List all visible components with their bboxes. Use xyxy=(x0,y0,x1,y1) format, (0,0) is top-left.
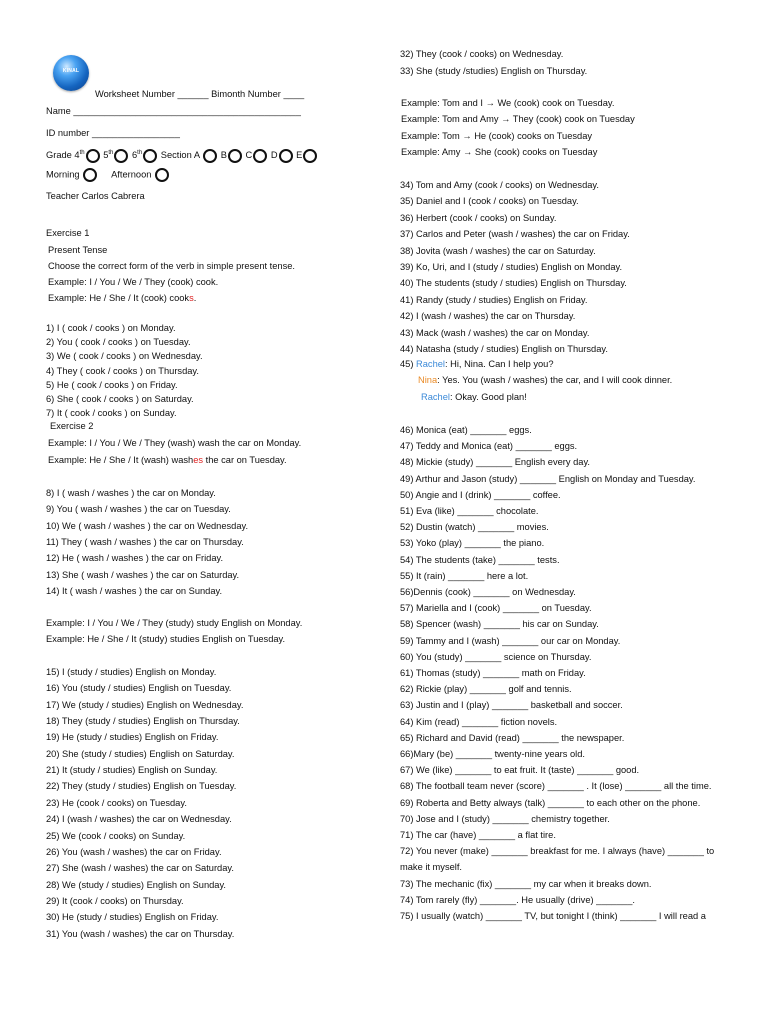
exercise-item: 1) I ( cook / cooks ) on Monday. xyxy=(46,323,176,333)
exercise1-instructions: Choose the correct form of the verb in simple present tense. xyxy=(48,261,296,271)
teacher-line: Teacher Carlos Cabrera xyxy=(46,191,145,201)
exercise-item: 36) Herbert (cook / cooks) on Sunday. xyxy=(400,212,557,223)
exercise-item: 5) He ( cook / cooks ) on Friday. xyxy=(46,379,178,390)
morning-radio[interactable] xyxy=(83,168,97,182)
exercise-item: 28) We (study / studies) English on Sunday. xyxy=(46,879,227,890)
section-c-radio[interactable] xyxy=(253,149,267,163)
exercise-item: 3) We ( cook / cooks ) on Wednesday. xyxy=(46,351,203,362)
exercise-item: 16) You (study / studies) English on Tuesday. xyxy=(46,683,232,694)
exercise-item: 37) Carlos and Peter (wash / washes) the car on Friday. xyxy=(400,229,630,240)
id-line: ID number _________________ xyxy=(46,128,180,138)
exercise-item: 66)Mary (be) _______ twenty-nine years old. xyxy=(400,749,586,759)
exercise-item: 22) They (study / studies) English on Tuesday. xyxy=(46,781,237,792)
exercise-item: 11) They ( wash / washes ) the car on Thursday. xyxy=(46,536,244,547)
exercise-item: 19) He (study / studies) English on Friday. xyxy=(46,732,219,743)
exercise1-example2: Example: He / She / It (cook) cooks. xyxy=(48,293,197,303)
exercise-item: 24) I (wash / washes) the car on Wednesday. xyxy=(46,814,232,825)
exercise-item: 53) Yoko (play) _______ the piano. xyxy=(400,538,545,549)
shift-line: Morning Afternoon xyxy=(46,168,170,182)
exercise-item: 17) We (study / studies) English on Wednesday. xyxy=(46,699,244,710)
name-line: Name ____________________________________________ xyxy=(46,106,301,116)
dialog-line-1: 45) Rachel: Hi, Nina. Can I help you? xyxy=(400,359,554,369)
exercise-item: 18) They (study / studies) English on Thursday. xyxy=(46,716,240,727)
exercise-item: 47) Teddy and Monica (eat) _______ eggs. xyxy=(400,441,578,452)
exercise-item: 4) They ( cook / cooks ) on Thursday. xyxy=(46,365,199,376)
exercise-item: 14) It ( wash / washes ) the car on Sunday. xyxy=(46,585,223,596)
exercise1-title: Exercise 1 xyxy=(46,228,90,238)
exercise-item: 33) She (study /studies) English on Thursday. xyxy=(400,65,588,76)
exercise2-title: Exercise 2 xyxy=(50,421,94,431)
subject-example: Example: Amy → She (cook) cooks on Tuesday xyxy=(401,146,598,157)
exercise-item: 69) Roberta and Betty always (talk) _______ to each other on the phone. xyxy=(400,797,701,808)
exercise1-example1: Example: I / You / We / They (cook) cook. xyxy=(48,277,219,287)
exercise-item: 6) She ( cook / cooks ) on Saturday. xyxy=(46,394,194,404)
exercise-item: 31) You (wash / washes) the car on Thursday. xyxy=(46,928,235,939)
exercise-item: 43) Mack (wash / washes) the car on Monday. xyxy=(400,327,590,338)
exercise-item: 64) Kim (read) _______ fiction novels. xyxy=(400,716,558,727)
exercise-item: 61) Thomas (study) _______ math on Friday. xyxy=(400,668,586,678)
exercise-item: 56)Dennis (cook) _______ on Wednesday. xyxy=(400,587,576,597)
section-a-radio[interactable] xyxy=(203,149,217,163)
grade-4-radio[interactable] xyxy=(86,149,100,163)
grade-6-radio[interactable] xyxy=(143,149,157,163)
exercise-item: 71) The car (have) _______ a flat tire. xyxy=(400,830,556,840)
subject-example: Example: Tom and Amy → They (cook) cook on Tuesday xyxy=(401,114,635,125)
exercise-item: 32) They (cook / cooks) on Wednesday. xyxy=(400,49,564,59)
exercise-item: 12) He ( wash / washes ) the car on Friday. xyxy=(46,553,224,564)
dialog-line-3: Rachel: Okay. Good plan! xyxy=(421,392,527,402)
exercise2-example3: Example: I / You / We / They (study) study English on Monday. xyxy=(46,618,303,628)
exercise-item: 7) It ( cook / cooks ) on Sunday. xyxy=(46,408,177,419)
school-logo: KINAL xyxy=(53,55,89,91)
exercise-item: 38) Jovita (wash / washes) the car on Saturday. xyxy=(400,245,596,256)
exercise-item: 57) Mariella and I (cook) _______ on Tuesday. xyxy=(400,603,592,614)
exercise-item: 68) The football team never (score) _______ . It (lose) _______ all the time. xyxy=(400,781,712,792)
grade-line: Grade 4th 5th 6th Section A B C D E xyxy=(46,147,318,163)
exercise-item: 48) Mickie (study) _______ English every day. xyxy=(400,457,590,468)
exercise-item: 26) You (wash / washes) the car on Friday. xyxy=(46,846,222,857)
exercise-item: 25) We (cook / cooks) on Sunday. xyxy=(46,830,186,841)
exercise-item: 72) You never (make) _______ breakfast for me. I always (have) _______ to xyxy=(400,846,715,857)
exercise-item: 62) Rickie (play) _______ golf and tennis. xyxy=(400,684,572,695)
dialog-line-2: Nina: Yes. You (wash / washes) the car, and I will cook dinner. xyxy=(418,375,673,385)
exercise-item: 42) I (wash / washes) the car on Thursday. xyxy=(400,311,576,322)
exercise-item: make it myself. xyxy=(400,862,462,873)
exercise-item: 60) You (study) _______ science on Thursday. xyxy=(400,651,592,662)
exercise-item: 8) I ( wash / washes ) the car on Monday. xyxy=(46,488,216,498)
exercise-item: 30) He (study / studies) English on Friday. xyxy=(46,912,219,923)
exercise-item: 52) Dustin (watch) _______ movies. xyxy=(400,522,549,533)
exercise-item: 73) The mechanic (fix) _______ my car when it breaks down. xyxy=(400,878,652,889)
exercise-item: 20) She (study / studies) English on Saturday. xyxy=(46,748,235,759)
exercise-item: 54) The students (take) _______ tests. xyxy=(400,554,560,565)
exercise-item: 46) Monica (eat) _______ eggs. xyxy=(400,425,532,435)
exercise-item: 15) I (study / studies) English on Monday. xyxy=(46,667,217,677)
exercise2-example1: Example: I / You / We / They (wash) wash the car on Monday. xyxy=(48,438,302,448)
worksheet-number-line: Worksheet Number ______ Bimonth Number ____ xyxy=(95,89,305,99)
exercise2-example4: Example: He / She / It (study) studies English on Tuesday. xyxy=(46,634,286,644)
exercise-item: 21) It (study / studies) English on Sunday. xyxy=(46,765,218,776)
exercise-item: 23) He (cook / cooks) on Tuesday. xyxy=(46,797,187,808)
exercise-item: 74) Tom rarely (fly) _______. He usually (drive) _______. xyxy=(400,894,635,905)
exercise-item: 44) Natasha (study / studies) English on Thursday. xyxy=(400,344,608,354)
exercise-item: 29) It (cook / cooks) on Thursday. xyxy=(46,895,184,906)
grade-5-radio[interactable] xyxy=(114,149,128,163)
exercise-item: 39) Ko, Uri, and I (study / studies) English on Monday. xyxy=(400,262,623,272)
exercise-item: 41) Randy (study / studies) English on Friday. xyxy=(400,294,588,305)
section-d-radio[interactable] xyxy=(279,149,293,163)
exercise-item: 27) She (wash / washes) the car on Saturday. xyxy=(46,863,234,874)
exercise-item: 63) Justin and I (play) _______ basketball and soccer. xyxy=(400,700,623,711)
exercise-item: 55) It (rain) _______ here a lot. xyxy=(400,570,529,581)
exercise-item: 67) We (like) _______ to eat fruit. It (taste) _______ good. xyxy=(400,765,640,776)
exercise-item: 65) Richard and David (read) _______ the newspaper. xyxy=(400,732,625,743)
exercise1-subtitle: Present Tense xyxy=(48,245,108,255)
subject-example: Example: Tom → He (cook) cooks on Tuesday xyxy=(401,130,593,141)
exercise2-example2: Example: He / She / It (wash) washes the car on Tuesday. xyxy=(48,455,287,465)
exercise-item: 70) Jose and I (study) _______ chemistry together. xyxy=(400,813,610,824)
section-e-radio[interactable] xyxy=(303,149,317,163)
exercise-item: 2) You ( cook / cooks ) on Tuesday. xyxy=(46,337,191,348)
exercise-item: 75) I usually (watch) _______ TV, but tonight I (think) _______ I will read a xyxy=(400,911,706,921)
exercise-item: 9) You ( wash / washes ) the car on Tuesday. xyxy=(46,504,231,515)
exercise-item: 51) Eva (like) _______ chocolate. xyxy=(400,506,539,516)
exercise-item: 40) The students (study / studies) English on Thursday. xyxy=(400,278,627,289)
afternoon-radio[interactable] xyxy=(155,168,169,182)
exercise-item: 58) Spencer (wash) _______ his car on Sunday. xyxy=(400,619,599,630)
exercise-item: 10) We ( wash / washes ) the car on Wednesday. xyxy=(46,520,249,531)
exercise-item: 50) Angie and I (drink) _______ coffee. xyxy=(400,489,561,500)
subject-example: Example: Tom and I → We (cook) cook on Tuesday. xyxy=(401,98,615,108)
exercise-item: 59) Tammy and I (wash) _______ our car on Monday. xyxy=(400,635,621,646)
exercise-item: 35) Daniel and I (cook / cooks) on Tuesday. xyxy=(400,196,579,207)
exercise-item: 49) Arthur and Jason (study) _______ English on Monday and Tuesday. xyxy=(400,473,696,484)
exercise-item: 13) She ( wash / washes ) the car on Saturday. xyxy=(46,569,240,580)
exercise-item: 34) Tom and Amy (cook / cooks) on Wednesday. xyxy=(400,180,599,190)
section-b-radio[interactable] xyxy=(228,149,242,163)
